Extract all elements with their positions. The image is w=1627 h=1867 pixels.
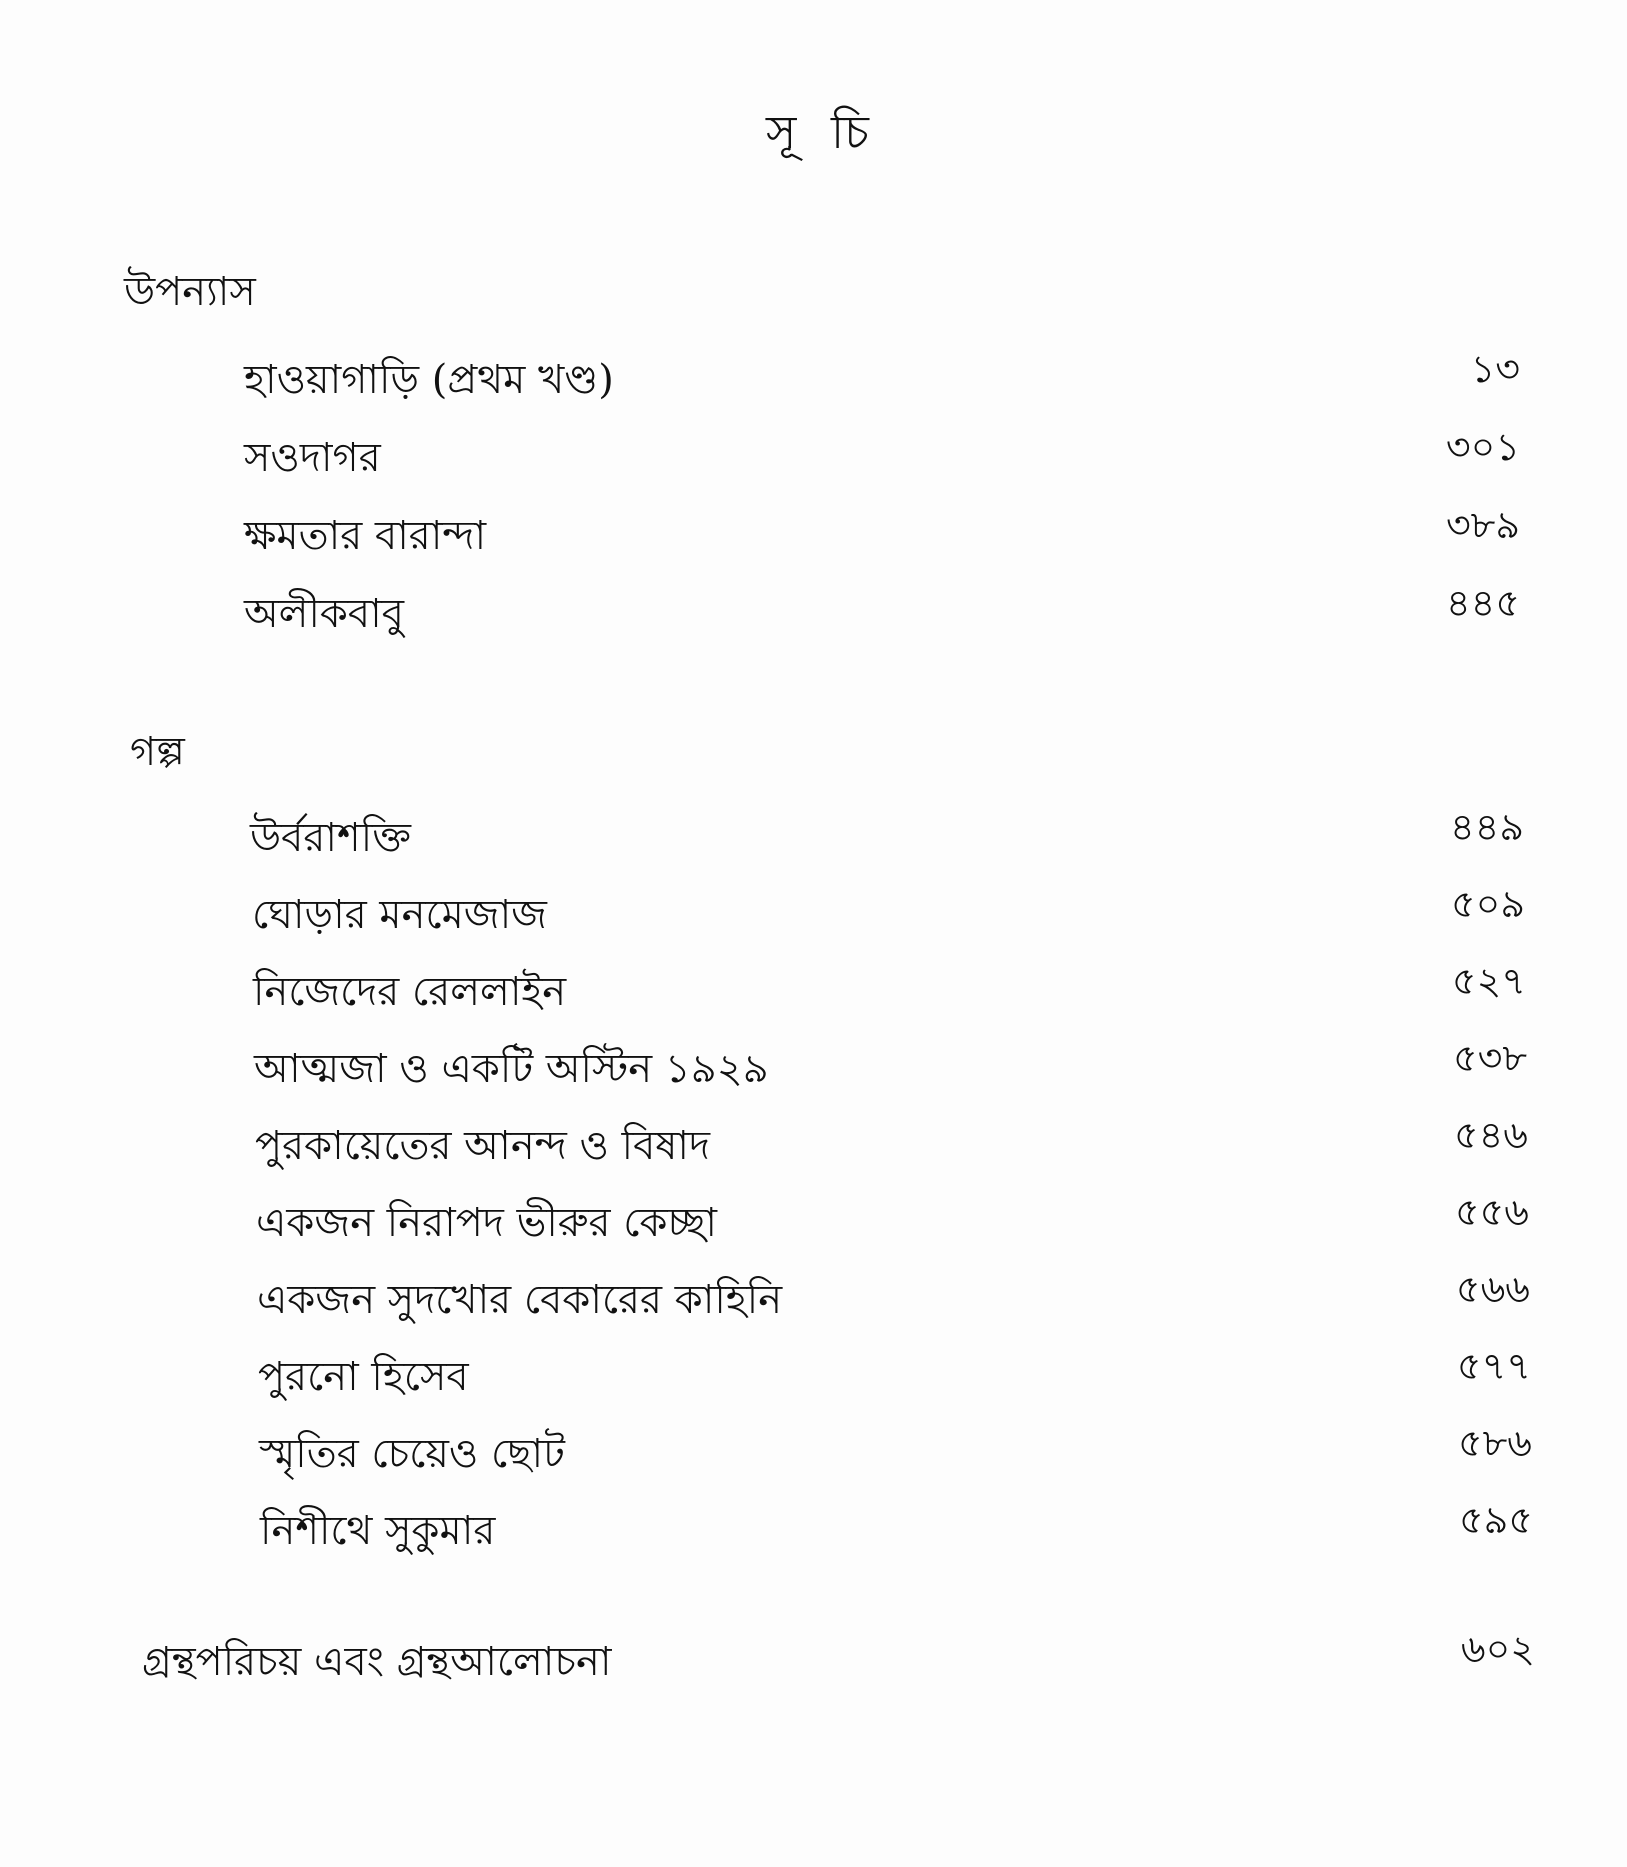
toc-entry-title[interactable]: নিশীথে সুকুমার — [260, 1508, 496, 1554]
toc-entry-title[interactable]: অলীকবাবু — [244, 591, 404, 637]
toc-entry-page: ৪৪৫ — [1446, 581, 1520, 625]
toc-entry-title[interactable]: স্মৃতির চেয়েও ছোট — [259, 1431, 565, 1477]
toc-appendix-page: ৬০২ — [1460, 1627, 1535, 1671]
toc-entry-page: ৪৪৯ — [1450, 805, 1524, 849]
toc-entry-title[interactable]: আত্মজা ও একটি অস্টিন ১৯২৯ — [254, 1046, 769, 1092]
toc-entry-page: ৫২৭ — [1451, 959, 1526, 1003]
section-heading-stories: গল্প — [130, 729, 185, 775]
toc-entry-page: ১৩ — [1470, 347, 1520, 391]
toc-entry-title[interactable]: পুরনো হিসেব — [258, 1354, 469, 1400]
toc-entry-page: ৫৩৮ — [1452, 1036, 1527, 1080]
toc-entry-title[interactable]: উর্বরাশক্তি — [250, 815, 411, 861]
section-heading-novels: উপন্যাস — [124, 269, 256, 315]
toc-appendix-title[interactable]: গ্রন্থপরিচয় এবং গ্রন্থআলোচনা — [142, 1639, 612, 1685]
toc-entry-title[interactable]: সওদাগর — [244, 435, 381, 481]
toc-entry-page: ৫৫৬ — [1454, 1190, 1529, 1234]
toc-entry-page: ৫০৯ — [1450, 882, 1525, 926]
toc-entry-page: ৫৪৬ — [1453, 1113, 1528, 1157]
toc-entry-page: ৩০১ — [1445, 425, 1520, 469]
toc-entry-page: ৫৬৬ — [1455, 1267, 1530, 1311]
toc-entry-title[interactable]: হাওয়াগাড়ি (প্রথম খণ্ড) — [244, 357, 614, 403]
page-title: সূ চি — [766, 105, 879, 159]
toc-entry-title[interactable]: নিজেদের রেললাইন — [253, 969, 567, 1015]
toc-entry-page: ৩৮৯ — [1445, 503, 1520, 547]
toc-entry-page: ৫৭৭ — [1456, 1344, 1531, 1388]
toc-entry-title[interactable]: ঘোড়ার মনমেজাজ — [252, 892, 547, 938]
toc-entry-title[interactable]: একজন নিরাপদ ভীরুর কেচ্ছা — [256, 1200, 717, 1246]
toc-entry-title[interactable]: ক্ষমতার বারান্দা — [244, 513, 487, 559]
toc-entry-title[interactable]: পুরকায়েতের আনন্দ ও বিষাদ — [255, 1123, 711, 1169]
toc-entry-title[interactable]: একজন সুদখোর বেকারের কাহিনি — [257, 1277, 783, 1323]
toc-entry-page: ৫৯৫ — [1459, 1498, 1533, 1542]
toc-entry-page: ৫৮৬ — [1457, 1421, 1532, 1465]
